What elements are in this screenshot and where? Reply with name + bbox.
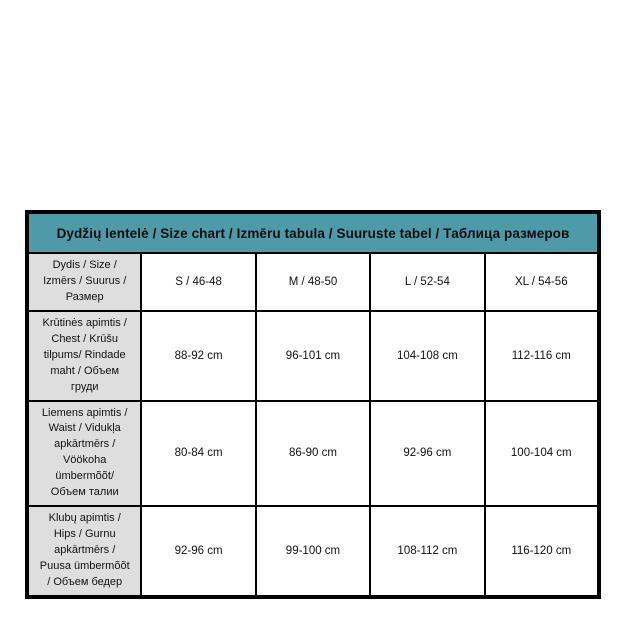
chest-cell-s: 88-92 cm (141, 311, 255, 401)
table-title-row (27, 212, 599, 253)
row-label-waist: Liemens apimtis / Waist / Vidukļa apkārtmērs / Vöökoha ümbermõõt/ Объем талии (27, 401, 141, 507)
waist-cell-m: 86-90 cm (256, 401, 370, 507)
table-row-hips (27, 506, 599, 597)
size-cell-s: S / 46-48 (141, 253, 255, 311)
hips-cell-m: 99-100 cm (256, 506, 370, 597)
table-row-waist (27, 401, 599, 507)
chest-cell-xl: 112-116 cm (485, 311, 599, 401)
table-row-chest (27, 311, 599, 401)
size-cell-m: M / 48-50 (256, 253, 370, 311)
row-label-size: Dydis / Size / Izmērs / Suurus / Размер (27, 253, 141, 311)
table-row-sizes (27, 253, 599, 311)
waist-cell-s: 80-84 cm (141, 401, 255, 507)
hips-cell-s: 92-96 cm (141, 506, 255, 597)
chest-cell-m: 96-101 cm (256, 311, 370, 401)
row-label-chest: Krūtinės apimtis / Chest / Krūšu tilpums/ Rindade maht / Объем груди (27, 311, 141, 401)
hips-cell-l: 108-112 cm (370, 506, 484, 597)
chest-cell-l: 104-108 cm (370, 311, 484, 401)
size-cell-xl: XL / 54-56 (485, 253, 599, 311)
table-title: Dydžių lentelė / Size chart / Izmēru tabula / Suuruste tabel / Таблица размеров (27, 212, 599, 253)
waist-cell-l: 92-96 cm (370, 401, 484, 507)
size-chart-table (25, 210, 601, 599)
size-cell-l: L / 52-54 (370, 253, 484, 311)
hips-cell-xl: 116-120 cm (485, 506, 599, 597)
row-label-hips: Klubų apimtis / Hips / Gurnu apkārtmērs / Puusa ümbermõõt / Объем бедер (27, 506, 141, 597)
waist-cell-xl: 100-104 cm (485, 401, 599, 507)
